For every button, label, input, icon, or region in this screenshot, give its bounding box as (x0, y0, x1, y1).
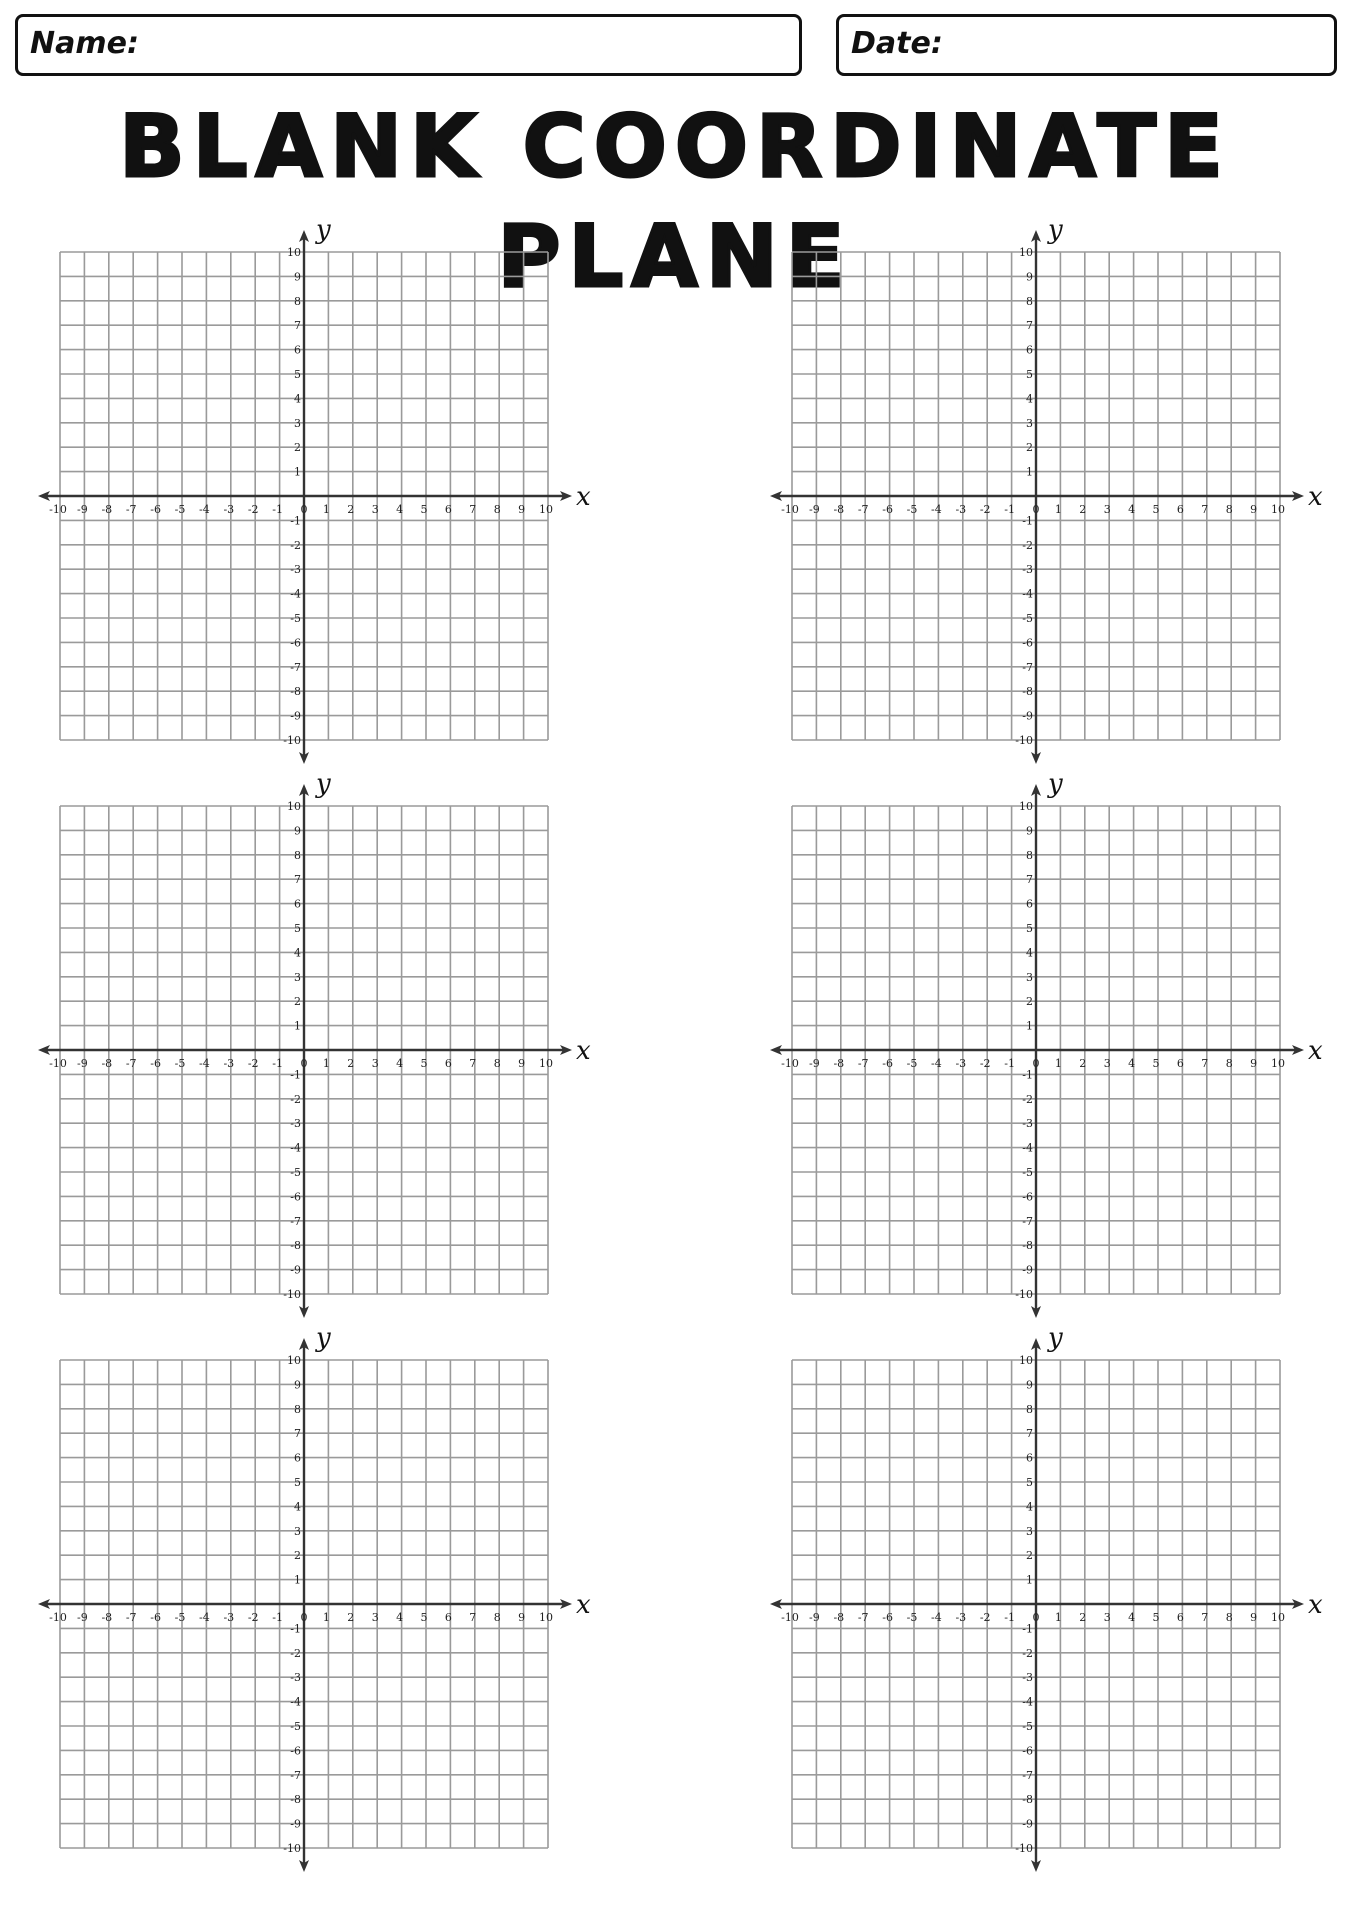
y-tick-label: -4 (290, 1695, 301, 1709)
date-field[interactable] (836, 14, 1337, 76)
y-tick-label: 6 (294, 343, 301, 357)
x-tick-label: 4 (1128, 1057, 1136, 1070)
y-tick-label: -10 (1015, 1842, 1033, 1855)
x-tick-label: 0 (1032, 1611, 1040, 1624)
y-tick-label: -1 (1022, 1622, 1033, 1636)
x-tick-label: 2 (347, 1611, 355, 1624)
x-tick-label: -8 (101, 503, 113, 516)
x-tick-label: -2 (979, 1057, 991, 1070)
x-tick-label: -1 (1004, 1057, 1015, 1070)
x-tick-label: 10 (539, 1057, 553, 1070)
x-tick-label: -9 (77, 1611, 88, 1624)
x-tick-label: -9 (809, 1057, 820, 1070)
x-tick-label: -3 (223, 503, 235, 516)
x-tick-label: 6 (444, 503, 452, 516)
y-tick-label: 7 (294, 319, 301, 333)
x-tick-label: -6 (150, 503, 161, 516)
x-tick-label: -3 (955, 1611, 967, 1624)
x-tick-label: -4 (199, 1611, 210, 1624)
x-tick-label: -7 (125, 1611, 137, 1624)
x-tick-label: 7 (1201, 1611, 1209, 1624)
coordinate-plane[interactable] (758, 769, 1323, 1338)
x-tick-label: -8 (101, 1611, 113, 1624)
x-tick-label: 7 (1201, 1057, 1209, 1070)
y-tick-label: 9 (294, 1378, 301, 1392)
x-tick-label: -7 (857, 1057, 869, 1070)
y-tick-label: 8 (1026, 1402, 1033, 1416)
x-tick-label: -1 (272, 1057, 283, 1070)
x-tick-label: 10 (1271, 503, 1285, 516)
x-tick-label: 7 (469, 503, 477, 516)
x-tick-label: -10 (49, 503, 67, 516)
y-axis-label: y (1048, 1323, 1063, 1353)
y-tick-label: 1 (1026, 1573, 1033, 1587)
coordinate-plane-svg (26, 769, 591, 1338)
x-tick-label: 8 (493, 1057, 501, 1070)
x-tick-label: 9 (1250, 1057, 1258, 1070)
y-tick-label: 9 (294, 824, 301, 838)
y-tick-label: -8 (1022, 685, 1033, 699)
y-tick-label: 2 (1026, 995, 1033, 1009)
y-tick-label: -10 (283, 734, 301, 747)
x-tick-label: -8 (101, 1057, 113, 1070)
x-axis-label: x (1308, 1590, 1323, 1620)
x-tick-label: 3 (1103, 503, 1111, 516)
y-tick-label: 3 (294, 970, 301, 984)
x-tick-label: 0 (1032, 503, 1040, 516)
y-tick-label: 5 (1026, 1476, 1033, 1489)
x-tick-label: 8 (493, 1611, 501, 1624)
x-tick-label: 6 (1176, 503, 1184, 516)
x-tick-label: 9 (518, 503, 526, 516)
y-tick-label: 10 (287, 1354, 301, 1367)
y-tick-label: 7 (1026, 873, 1033, 887)
y-tick-label: -8 (290, 685, 301, 699)
x-tick-label: 9 (1250, 1611, 1258, 1624)
x-tick-label: 0 (300, 1611, 308, 1624)
y-tick-label: 8 (1026, 294, 1033, 308)
x-tick-label: -7 (857, 1611, 869, 1624)
x-tick-label: 10 (1271, 1057, 1285, 1070)
y-tick-label: 1 (294, 1573, 301, 1587)
y-tick-label: -8 (1022, 1239, 1033, 1253)
y-tick-label: 2 (294, 995, 301, 1009)
x-axis-label: x (1308, 482, 1323, 512)
y-tick-label: -2 (1022, 538, 1033, 552)
x-tick-label: 1 (1054, 1057, 1062, 1070)
x-tick-label: -2 (247, 1611, 259, 1624)
x-tick-label: -3 (223, 1057, 235, 1070)
x-tick-label: 3 (371, 503, 379, 516)
x-tick-label: 2 (347, 503, 355, 516)
y-tick-label: 3 (294, 416, 301, 430)
x-tick-label: 4 (396, 503, 404, 516)
y-tick-label: -7 (290, 660, 301, 674)
y-tick-label: 4 (294, 946, 301, 960)
y-tick-label: -3 (290, 1671, 301, 1685)
x-tick-label: 8 (1225, 503, 1233, 516)
x-tick-label: -5 (906, 503, 918, 516)
x-tick-label: 10 (539, 503, 553, 516)
x-tick-label: 7 (1201, 503, 1209, 516)
coordinate-plane-svg (26, 1323, 591, 1892)
y-tick-label: -3 (1022, 1671, 1033, 1685)
y-tick-label: -4 (1022, 1695, 1033, 1709)
y-tick-label: -4 (290, 587, 301, 601)
x-tick-label: 7 (469, 1057, 477, 1070)
x-tick-label: -4 (931, 1057, 942, 1070)
y-tick-label: 10 (1019, 1354, 1033, 1367)
y-tick-label: 5 (294, 1476, 301, 1489)
y-axis-label: y (316, 215, 331, 245)
y-tick-label: 4 (1026, 946, 1033, 960)
x-tick-label: 4 (396, 1057, 404, 1070)
y-tick-label: -3 (1022, 1117, 1033, 1131)
y-tick-label: -5 (1022, 1720, 1033, 1733)
x-tick-label: -2 (979, 1611, 991, 1624)
x-tick-label: -2 (247, 503, 259, 516)
x-tick-label: 1 (1054, 1611, 1062, 1624)
x-tick-label: -10 (49, 1057, 67, 1070)
x-tick-label: 8 (1225, 1057, 1233, 1070)
y-tick-label: -5 (290, 612, 301, 625)
x-tick-label: -3 (223, 1611, 235, 1624)
x-tick-label: 9 (518, 1057, 526, 1070)
y-tick-label: 1 (1026, 465, 1033, 479)
y-axis-label: y (1048, 769, 1063, 799)
x-tick-label: -5 (174, 1611, 186, 1624)
x-tick-label: -5 (906, 1057, 918, 1070)
x-tick-label: -3 (955, 503, 967, 516)
y-tick-label: -10 (1015, 1288, 1033, 1301)
x-tick-label: 3 (1103, 1057, 1111, 1070)
y-tick-label: -7 (1022, 1768, 1033, 1782)
page-title: BLANK COORDINATE PLANE (119, 97, 1231, 307)
x-tick-label: 7 (469, 1611, 477, 1624)
y-tick-label: -6 (290, 1744, 301, 1758)
y-tick-label: 5 (1026, 368, 1033, 381)
y-tick-label: -4 (1022, 1141, 1033, 1155)
x-tick-label: -2 (247, 1057, 259, 1070)
y-tick-label: -2 (290, 1646, 301, 1660)
x-tick-label: -10 (49, 1611, 67, 1624)
x-tick-label: 4 (1128, 1611, 1136, 1624)
y-tick-label: 2 (294, 1549, 301, 1563)
y-tick-label: -7 (1022, 660, 1033, 674)
x-tick-label: 1 (322, 1057, 330, 1070)
x-tick-label: 5 (420, 1611, 428, 1624)
y-tick-label: 2 (1026, 1549, 1033, 1563)
y-tick-label: 8 (294, 294, 301, 308)
coordinate-plane[interactable] (758, 1323, 1323, 1892)
x-tick-label: -4 (199, 1057, 210, 1070)
y-tick-label: 4 (1026, 392, 1033, 406)
x-tick-label: 6 (444, 1057, 452, 1070)
y-tick-label: -1 (290, 1068, 301, 1082)
x-tick-label: -3 (955, 1057, 967, 1070)
x-tick-label: -8 (833, 1057, 845, 1070)
y-tick-label: -6 (1022, 636, 1033, 650)
y-tick-label: -10 (1015, 734, 1033, 747)
y-tick-label: -1 (1022, 514, 1033, 528)
y-tick-label: -8 (290, 1793, 301, 1807)
x-tick-label: 3 (371, 1057, 379, 1070)
x-tick-label: -4 (931, 1611, 942, 1624)
y-tick-label: 10 (1019, 800, 1033, 813)
y-tick-label: -6 (290, 1190, 301, 1204)
y-tick-label: 4 (1026, 1500, 1033, 1514)
y-axis-label: y (1048, 215, 1063, 245)
x-axis-label: x (576, 1590, 591, 1620)
x-tick-label: 4 (1128, 503, 1136, 516)
name-field[interactable] (15, 14, 802, 76)
y-tick-label: 10 (287, 800, 301, 813)
x-tick-label: -6 (882, 503, 893, 516)
y-tick-label: -2 (1022, 1646, 1033, 1660)
x-tick-label: 5 (1152, 503, 1160, 516)
y-tick-label: -7 (290, 1214, 301, 1228)
x-tick-label: 5 (420, 1057, 428, 1070)
y-tick-label: 6 (1026, 1451, 1033, 1465)
x-tick-label: 4 (396, 1611, 404, 1624)
y-tick-label: 9 (294, 270, 301, 284)
y-tick-label: -5 (290, 1166, 301, 1179)
date-label: Date: (851, 26, 943, 61)
x-tick-label: 0 (300, 1057, 308, 1070)
x-tick-label: -6 (150, 1611, 161, 1624)
y-tick-label: 7 (294, 1427, 301, 1441)
y-tick-label: -10 (283, 1288, 301, 1301)
x-tick-label: -1 (272, 503, 283, 516)
y-tick-label: 9 (1026, 824, 1033, 838)
x-tick-label: 2 (347, 1057, 355, 1070)
y-tick-label: -2 (290, 538, 301, 552)
x-tick-label: -4 (931, 503, 942, 516)
y-tick-label: 10 (287, 246, 301, 259)
x-tick-label: 1 (322, 1611, 330, 1624)
x-tick-label: 6 (1176, 1057, 1184, 1070)
x-tick-label: 5 (1152, 1611, 1160, 1624)
x-tick-label: -5 (174, 503, 186, 516)
y-tick-label: 3 (1026, 1524, 1033, 1538)
x-tick-label: -1 (1004, 503, 1015, 516)
y-tick-label: 1 (1026, 1019, 1033, 1033)
coordinate-plane-svg (26, 215, 591, 784)
x-tick-label: -6 (882, 1057, 893, 1070)
y-tick-label: 4 (294, 392, 301, 406)
x-tick-label: -9 (809, 1611, 820, 1624)
x-tick-label: -7 (125, 503, 137, 516)
y-tick-label: 2 (1026, 441, 1033, 455)
x-tick-label: -2 (979, 503, 991, 516)
y-tick-label: -2 (1022, 1092, 1033, 1106)
y-tick-label: -9 (290, 1263, 301, 1277)
x-tick-label: 2 (1079, 503, 1087, 516)
x-tick-label: -9 (809, 503, 820, 516)
x-tick-label: -1 (1004, 1611, 1015, 1624)
x-tick-label: -8 (833, 1611, 845, 1624)
y-tick-label: -1 (290, 514, 301, 528)
x-tick-label: 9 (518, 1611, 526, 1624)
y-tick-label: 1 (294, 1019, 301, 1033)
x-tick-label: -6 (150, 1057, 161, 1070)
x-tick-label: 8 (1225, 1611, 1233, 1624)
y-tick-label: 1 (294, 465, 301, 479)
y-tick-label: -6 (290, 636, 301, 650)
y-tick-label: 5 (294, 368, 301, 381)
y-tick-label: 5 (294, 922, 301, 935)
coordinate-plane[interactable] (26, 769, 591, 1338)
y-tick-label: -6 (1022, 1190, 1033, 1204)
y-tick-label: -3 (290, 1117, 301, 1131)
y-tick-label: -9 (1022, 709, 1033, 723)
x-tick-label: 1 (322, 503, 330, 516)
y-tick-label: 7 (1026, 1427, 1033, 1441)
y-tick-label: -6 (1022, 1744, 1033, 1758)
x-tick-label: -9 (77, 1057, 88, 1070)
y-tick-label: -3 (290, 563, 301, 577)
y-tick-label: -5 (290, 1720, 301, 1733)
y-tick-label: -7 (290, 1768, 301, 1782)
x-tick-label: 0 (1032, 1057, 1040, 1070)
y-tick-label: 6 (294, 1451, 301, 1465)
coordinate-plane-svg (758, 1323, 1323, 1892)
x-tick-label: -5 (906, 1611, 918, 1624)
x-tick-label: 3 (371, 1611, 379, 1624)
x-tick-label: 5 (1152, 1057, 1160, 1070)
y-tick-label: -4 (1022, 587, 1033, 601)
x-axis-label: x (576, 482, 591, 512)
coordinate-plane[interactable] (26, 1323, 591, 1892)
y-tick-label: 9 (1026, 270, 1033, 284)
y-tick-label: 8 (294, 848, 301, 862)
y-tick-label: 3 (1026, 970, 1033, 984)
x-tick-label: -9 (77, 503, 88, 516)
x-tick-label: 5 (420, 503, 428, 516)
x-tick-label: 6 (1176, 1611, 1184, 1624)
x-tick-label: 6 (444, 1611, 452, 1624)
x-tick-label: 9 (1250, 503, 1258, 516)
coordinate-plane[interactable] (758, 215, 1323, 784)
x-tick-label: 2 (1079, 1057, 1087, 1070)
x-tick-label: -10 (781, 1611, 799, 1624)
y-tick-label: 8 (1026, 848, 1033, 862)
y-tick-label: 6 (1026, 343, 1033, 357)
x-tick-label: 1 (1054, 503, 1062, 516)
x-tick-label: 2 (1079, 1611, 1087, 1624)
x-tick-label: -1 (272, 1611, 283, 1624)
y-tick-label: -8 (290, 1239, 301, 1253)
y-tick-label: 6 (294, 897, 301, 911)
x-tick-label: -4 (199, 503, 210, 516)
y-tick-label: -2 (290, 1092, 301, 1106)
y-tick-label: 7 (294, 873, 301, 887)
y-tick-label: -4 (290, 1141, 301, 1155)
y-axis-label: y (316, 769, 331, 799)
y-tick-label: 10 (1019, 246, 1033, 259)
y-tick-label: 4 (294, 1500, 301, 1514)
x-tick-label: -8 (833, 503, 845, 516)
y-tick-label: 7 (1026, 319, 1033, 333)
y-axis-label: y (316, 1323, 331, 1353)
x-tick-label: -7 (125, 1057, 137, 1070)
y-tick-label: -8 (1022, 1793, 1033, 1807)
x-axis-label: x (1308, 1036, 1323, 1066)
y-tick-label: -9 (1022, 1263, 1033, 1277)
y-tick-label: 6 (1026, 897, 1033, 911)
y-tick-label: -1 (290, 1622, 301, 1636)
x-tick-label: -6 (882, 1611, 893, 1624)
x-tick-label: -10 (781, 503, 799, 516)
x-tick-label: -10 (781, 1057, 799, 1070)
y-tick-label: 9 (1026, 1378, 1033, 1392)
x-tick-label: 0 (300, 503, 308, 516)
x-tick-label: 10 (539, 1611, 553, 1624)
y-tick-label: -9 (1022, 1817, 1033, 1831)
y-tick-label: 3 (294, 1524, 301, 1538)
y-tick-label: -9 (290, 709, 301, 723)
name-label: Name: (30, 26, 139, 61)
y-tick-label: 5 (1026, 922, 1033, 935)
x-tick-label: 3 (1103, 1611, 1111, 1624)
y-tick-label: -3 (1022, 563, 1033, 577)
y-tick-label: -5 (1022, 1166, 1033, 1179)
coordinate-plane-svg (758, 215, 1323, 784)
y-tick-label: -5 (1022, 612, 1033, 625)
x-tick-label: 10 (1271, 1611, 1285, 1624)
coordinate-plane-svg (758, 769, 1323, 1338)
x-tick-label: -7 (857, 503, 869, 516)
y-tick-label: -9 (290, 1817, 301, 1831)
y-tick-label: -7 (1022, 1214, 1033, 1228)
y-tick-label: 2 (294, 441, 301, 455)
y-tick-label: -1 (1022, 1068, 1033, 1082)
coordinate-plane[interactable] (26, 215, 591, 784)
x-tick-label: 8 (493, 503, 501, 516)
y-tick-label: -10 (283, 1842, 301, 1855)
y-tick-label: 3 (1026, 416, 1033, 430)
x-axis-label: x (576, 1036, 591, 1066)
x-tick-label: -5 (174, 1057, 186, 1070)
y-tick-label: 8 (294, 1402, 301, 1416)
